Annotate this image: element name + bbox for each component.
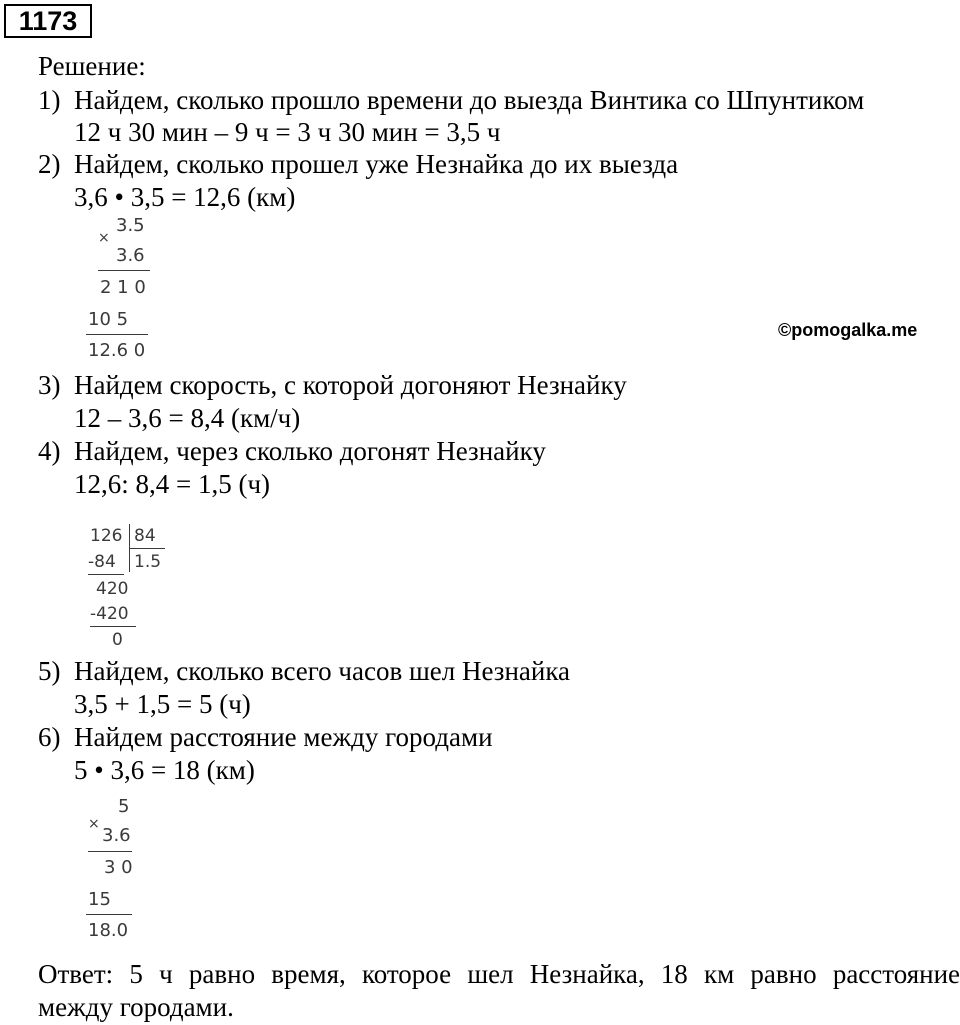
step-2-number: 2) xyxy=(38,149,61,179)
calc1-factor-b: 3.6 xyxy=(116,245,145,266)
answer-line-1: Ответ: 5 ч равно время, которое шел Незнайка, 18 км равно расстояние xyxy=(38,959,960,989)
calc2-subtract-2: -420 xyxy=(90,604,129,624)
calc2-line-1 xyxy=(88,574,124,575)
multiply-sign: × xyxy=(98,230,110,246)
calc1-line-1 xyxy=(98,270,150,271)
step-3-formula: 12 – 3,6 = 8,4 (км/ч) xyxy=(74,403,301,433)
step-6-text: Найдем расстояние между городами xyxy=(74,722,493,752)
calc2-divider-horizontal xyxy=(129,548,165,549)
calc2-remainder-1: 420 xyxy=(96,579,129,599)
step-5-text: Найдем, сколько всего часов шел Незнайка xyxy=(74,656,571,686)
step-5-number: 5) xyxy=(38,656,61,686)
calc1-result: 12.6 0 xyxy=(88,340,146,361)
calc2-line-2 xyxy=(90,626,136,627)
calc1-partial-1: 2 1 0 xyxy=(100,277,146,298)
calc1-partial-2: 10 5 xyxy=(88,309,129,330)
step-4-text: Найдем, через сколько догонят Незнайку xyxy=(74,436,546,466)
calc2-divisor: 84 xyxy=(134,526,156,546)
calc3-factor-b: 3.6 xyxy=(102,825,131,846)
calc3-partial-2: 15 xyxy=(88,889,111,910)
step-3-number: 3) xyxy=(38,370,61,400)
step-6-formula: 5 • 3,6 = 18 (км) xyxy=(74,755,255,785)
calc1-factor-a: 3.5 xyxy=(116,215,145,236)
problem-number: 1173 xyxy=(4,4,92,38)
calc3-factor-a: 5 xyxy=(118,796,130,817)
step-2-text: Найдем, сколько прошел уже Незнайка до их выезда xyxy=(74,149,679,179)
multiply-sign-2: × xyxy=(88,816,100,832)
step-2-formula: 3,6 • 3,5 = 12,6 (км) xyxy=(74,182,296,212)
watermark: ©pomogalka.me xyxy=(778,320,918,340)
answer-line-2: между городами. xyxy=(38,992,234,1022)
step-4-formula: 12,6: 8,4 = 1,5 (ч) xyxy=(74,469,271,499)
calc3-line-1 xyxy=(88,851,132,852)
calc3-result: 18.0 xyxy=(88,920,129,941)
calc2-remainder-2: 0 xyxy=(112,630,123,650)
calc2-subtract-1: -84 xyxy=(88,552,116,572)
step-3-text: Найдем скорость, с которой догоняют Незнайку xyxy=(74,370,627,400)
calc3-line-2 xyxy=(86,914,132,915)
step-4-number: 4) xyxy=(38,436,61,466)
solution-heading: Решение: xyxy=(38,51,146,81)
step-1-text: Найдем, сколько прошло времени до выезда Винтика со Шпунтиком xyxy=(74,85,865,115)
step-1-formula: 12 ч 30 мин – 9 ч = 3 ч 30 мин = 3,5 ч xyxy=(74,117,501,147)
calc2-quotient: 1.5 xyxy=(134,552,162,572)
calc1-line-2 xyxy=(86,334,148,335)
step-5-formula: 3,5 + 1,5 = 5 (ч) xyxy=(74,689,251,719)
calc3-partial-1: 3 0 xyxy=(104,857,133,878)
calc2-dividend: 126 xyxy=(90,526,123,546)
step-1-number: 1) xyxy=(38,85,61,115)
step-6-number: 6) xyxy=(38,722,61,752)
